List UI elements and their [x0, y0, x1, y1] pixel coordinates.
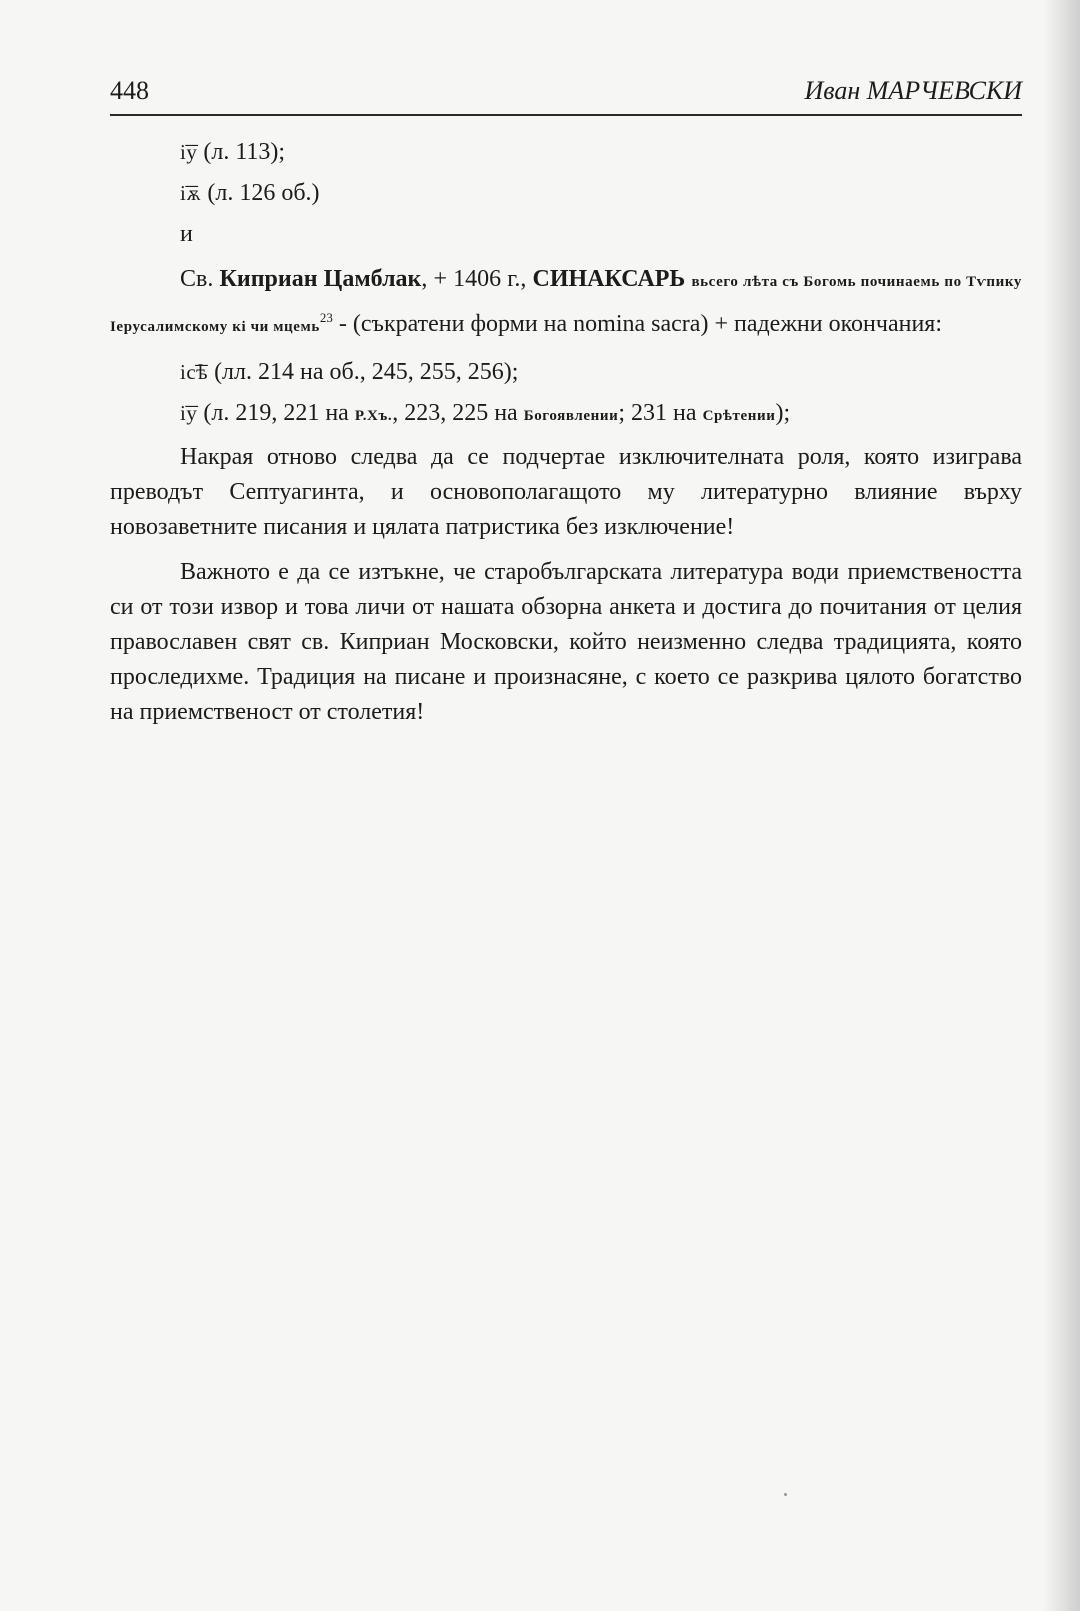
saint-prefix: Св.: [180, 266, 214, 292]
folio-reference: , 223, 225 на: [392, 400, 524, 426]
slavonic-abbreviation: і͞у: [180, 140, 198, 164]
slavonic-feast: Срѣтении: [702, 408, 776, 424]
slavonic-feast: Богоявлении: [523, 408, 619, 424]
folio-reference: (л. 219, 221 на: [203, 400, 355, 426]
folio-reference: (л. 126 об.): [207, 180, 320, 206]
list-item: [180, 396, 1022, 434]
body-paragraph: Важното е да се изтъкне, че старобългарската литература води приемствеността си от този извор и това личи от нашата обзорна анкета и достига до почитания от целия православен свят св. Киприан Московски, който неизменно следва традицията, която проследихме. Традиция на писане и произнасяне, с което се разкрива цялото богатство на приемственост от столетия!: [110, 559, 1022, 725]
running-head: Иван МАРЧЕВСКИ: [804, 76, 1022, 105]
folio-reference: ; 231 на: [618, 400, 703, 426]
kiprian-paragraph: [110, 262, 1022, 345]
folio-reference: (л. 113);: [203, 139, 286, 165]
author-name: Киприан Цамблак: [219, 266, 422, 292]
page-number: 448: [110, 76, 149, 105]
page-header: [110, 74, 1022, 116]
list-item: [180, 176, 1022, 211]
folio-reference: );: [775, 400, 791, 426]
folio-reference: (лл. 214 на об., 245, 255, 256);: [214, 359, 519, 385]
slavonic-abbreviation: і͞у: [180, 401, 198, 425]
body-paragraph: Накрая отново следва да се подчертае изключителната роля, която изиграва преводът Септуагинта, и основополагащото му литературно влияние върху новозаветните писания и цялата патристика без изключение!: [110, 444, 1022, 540]
slavonic-quote: вьсего лѣта съ Богомь починаемь по Тѵпику Іерусалимскому кі чи мцемь: [110, 274, 1023, 335]
paper-speck: [784, 1493, 787, 1496]
list-item: [180, 355, 1022, 390]
slavonic-abbreviation: іс͞ѣ: [180, 360, 209, 384]
slavonic-feast: Р.Хъ.: [354, 408, 393, 424]
list-item: [180, 135, 1022, 170]
paragraph-tail: - (съкратени форми на nomina sacra) + падежни окончания:: [332, 311, 943, 337]
slavonic-title: СИНАКСАРЬ: [532, 266, 686, 292]
conjunction-line: и: [180, 221, 193, 247]
footnote-marker: 23: [319, 310, 333, 325]
slavonic-abbreviation: і͞ѫ: [180, 181, 202, 205]
page-edge-shadow: [1044, 0, 1080, 1611]
author-date: , + 1406 г.,: [421, 266, 533, 292]
page-body: [110, 135, 1022, 730]
